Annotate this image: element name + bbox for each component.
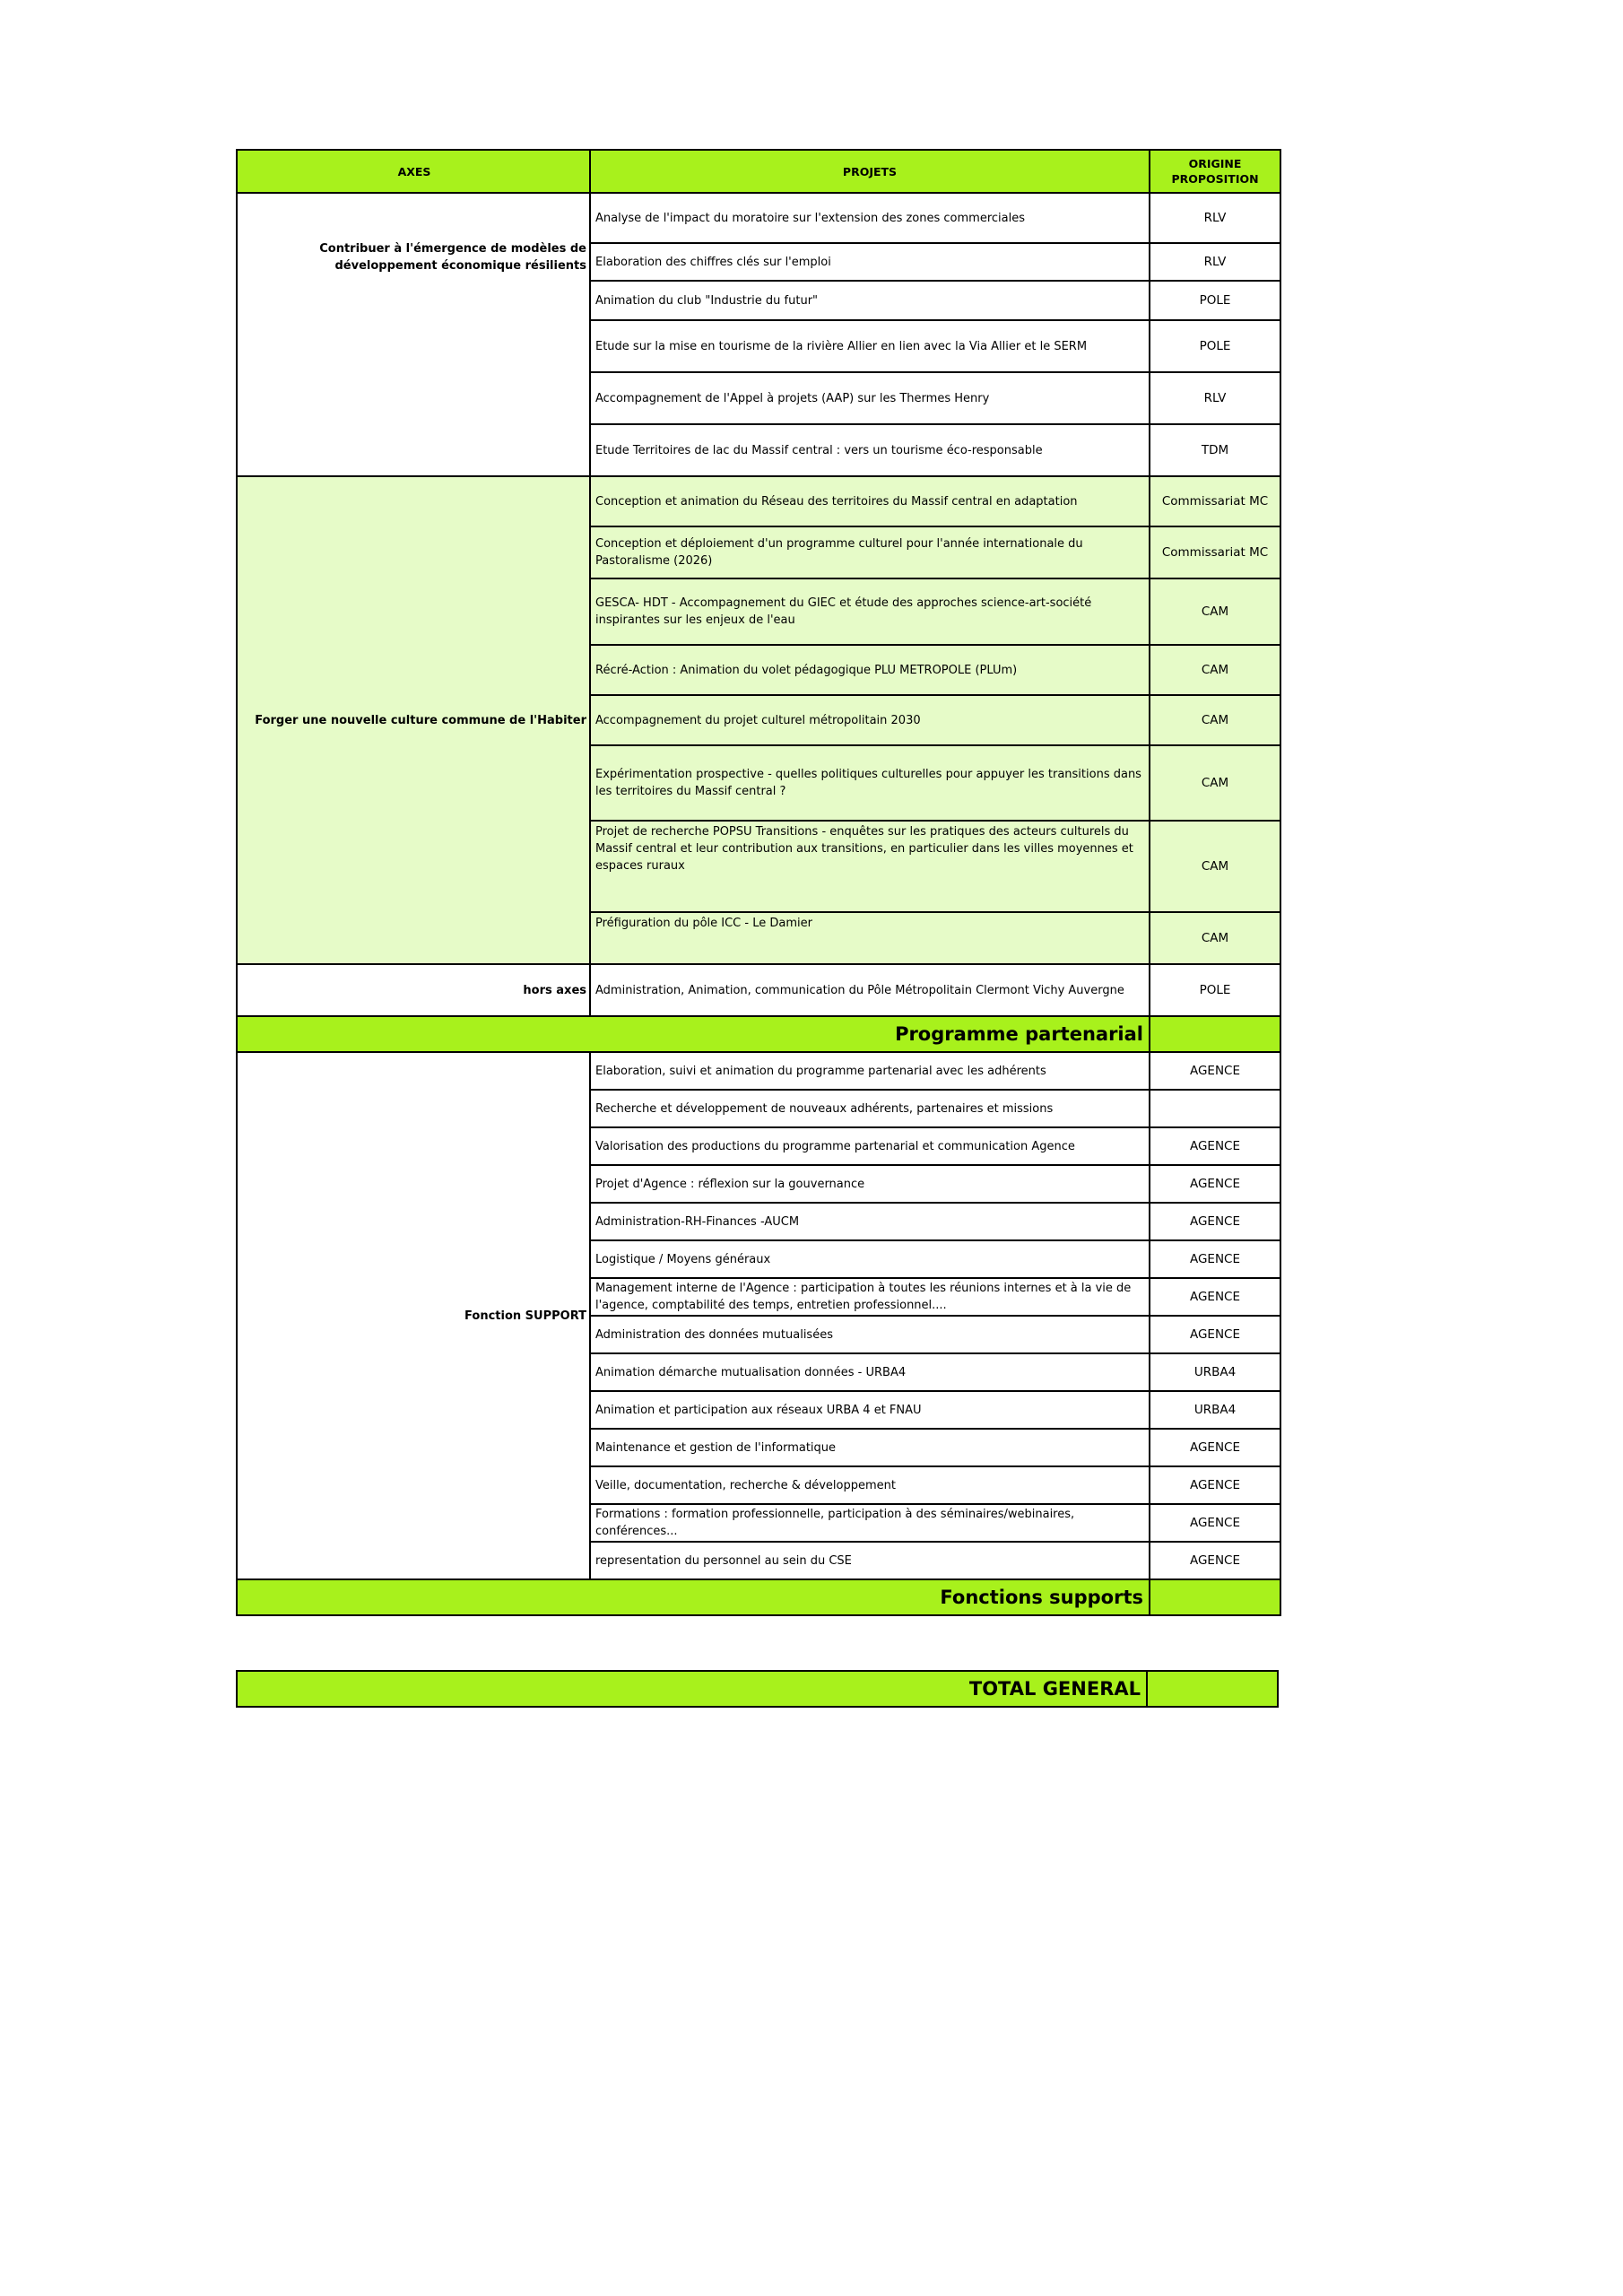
origine-cell: Commissariat MC: [1150, 476, 1280, 526]
fonctions-supports-row: [237, 1579, 1280, 1615]
origine-cell: AGENCE: [1150, 1127, 1280, 1165]
projet-cell: Elaboration des chiffres clés sur l'emploi: [590, 243, 1150, 281]
projet-cell: Animation démarche mutualisation données - URBA4: [590, 1353, 1150, 1391]
axe-label-habiter: Forger une nouvelle culture commune de l'Habiter: [237, 476, 590, 964]
origine-cell: CAM: [1150, 695, 1280, 745]
origine-cell: AGENCE: [1150, 1052, 1280, 1090]
projet-cell: GESCA- HDT - Accompagnement du GIEC et étude des approches science-art-société inspirantes sur les enjeux de l'eau: [590, 578, 1150, 645]
origine-cell: AGENCE: [1150, 1240, 1280, 1278]
fonctions-supports-row-value: [1150, 1579, 1280, 1615]
origine-cell: CAM: [1150, 745, 1280, 821]
projet-cell: Etude Territoires de lac du Massif central : vers un tourisme éco-responsable: [590, 424, 1150, 476]
origine-cell: CAM: [1150, 821, 1280, 912]
programme-partenarial-row-label: Programme partenarial: [237, 1016, 1150, 1052]
projet-cell: Formations : formation professionnelle, participation à des séminaires/webinaires, conférences...: [590, 1504, 1150, 1542]
header-axes: AXES: [237, 150, 590, 193]
header-projets: PROJETS: [590, 150, 1150, 193]
axe-label-hors-axes: hors axes: [237, 964, 590, 1016]
origine-cell: Commissariat MC: [1150, 526, 1280, 578]
header-origine: ORIGINE PROPOSITION: [1150, 150, 1280, 193]
origine-cell: AGENCE: [1150, 1316, 1280, 1353]
origine-cell: CAM: [1150, 912, 1280, 964]
origine-cell: RLV: [1150, 372, 1280, 424]
total-general-label: TOTAL GENERAL: [237, 1671, 1147, 1707]
origine-cell: [1150, 1090, 1280, 1127]
origine-cell: URBA4: [1150, 1391, 1280, 1429]
projet-cell: Veille, documentation, recherche & développement: [590, 1466, 1150, 1504]
total-general-value: [1147, 1671, 1278, 1707]
projet-cell: Accompagnement de l'Appel à projets (AAP) sur les Thermes Henry: [590, 372, 1150, 424]
projet-cell: Analyse de l'impact du moratoire sur l'extension des zones commerciales: [590, 193, 1150, 243]
origine-cell: CAM: [1150, 645, 1280, 695]
table-row: [237, 964, 1280, 1016]
origine-cell: AGENCE: [1150, 1203, 1280, 1240]
origine-cell: AGENCE: [1150, 1165, 1280, 1203]
projet-cell: Management interne de l'Agence : participation à toutes les réunions internes et à la vie de l'agence, comptabilité des temps, entretien professionnel....: [590, 1278, 1150, 1316]
origine-cell: POLE: [1150, 281, 1280, 320]
table-row: [237, 1052, 1280, 1090]
projet-cell: representation du personnel au sein du CSE: [590, 1542, 1150, 1579]
projet-cell: Maintenance et gestion de l'informatique: [590, 1429, 1150, 1466]
table-row: [237, 193, 1280, 243]
origine-cell: AGENCE: [1150, 1504, 1280, 1542]
origine-cell: URBA4: [1150, 1353, 1280, 1391]
projet-cell: Projet de recherche POPSU Transitions - enquêtes sur les pratiques des acteurs culturels du Massif central et leur contribution aux transitions, en particulier dans les villes moyennes et espaces ruraux: [590, 821, 1150, 912]
projet-cell: Animation du club "Industrie du futur": [590, 281, 1150, 320]
projet-cell: Administration-RH-Finances -AUCM: [590, 1203, 1150, 1240]
axe-label-support: Fonction SUPPORT: [237, 1052, 590, 1579]
projet-cell: Animation et participation aux réseaux URBA 4 et FNAU: [590, 1391, 1150, 1429]
origine-cell: AGENCE: [1150, 1466, 1280, 1504]
projet-cell: Expérimentation prospective - quelles politiques culturelles pour appuyer les transitions dans les territoires du Massif central ?: [590, 745, 1150, 821]
origine-cell: POLE: [1150, 320, 1280, 372]
programme-partenarial-row-value: [1150, 1016, 1280, 1052]
projet-cell: Administration, Animation, communication du Pôle Métropolitain Clermont Vichy Auvergne: [590, 964, 1150, 1016]
projet-cell: Récré-Action : Animation du volet pédagogique PLU METROPOLE (PLUm): [590, 645, 1150, 695]
origine-cell: POLE: [1150, 964, 1280, 1016]
origine-cell: AGENCE: [1150, 1542, 1280, 1579]
origine-cell: AGENCE: [1150, 1278, 1280, 1316]
fonctions-supports-row-label: Fonctions supports: [237, 1579, 1150, 1615]
table-row: [237, 476, 1280, 526]
projet-cell: Valorisation des productions du programme partenarial et communication Agence: [590, 1127, 1150, 1165]
projet-cell: Accompagnement du projet culturel métropolitain 2030: [590, 695, 1150, 745]
total-table: [236, 1670, 1279, 1708]
axe-label-economie: Contribuer à l'émergence de modèles de développement économique résilients: [237, 193, 590, 476]
projet-cell: Recherche et développement de nouveaux adhérents, partenaires et missions: [590, 1090, 1150, 1127]
projet-cell: Projet d'Agence : réflexion sur la gouvernance: [590, 1165, 1150, 1203]
origine-cell: RLV: [1150, 193, 1280, 243]
origine-cell: RLV: [1150, 243, 1280, 281]
origine-cell: AGENCE: [1150, 1429, 1280, 1466]
origine-cell: CAM: [1150, 578, 1280, 645]
projet-cell: Conception et déploiement d'un programme culturel pour l'année internationale du Pastoralisme (2026): [590, 526, 1150, 578]
projet-cell: Etude sur la mise en tourisme de la rivière Allier en lien avec la Via Allier et le SERM: [590, 320, 1150, 372]
projet-cell: Administration des données mutualisées: [590, 1316, 1150, 1353]
origine-cell: TDM: [1150, 424, 1280, 476]
projet-cell: Logistique / Moyens généraux: [590, 1240, 1150, 1278]
projet-cell: Préfiguration du pôle ICC - Le Damier: [590, 912, 1150, 964]
table-header: [237, 150, 1280, 193]
projet-cell: Conception et animation du Réseau des territoires du Massif central en adaptation: [590, 476, 1150, 526]
total-row: [237, 1671, 1278, 1707]
program-table: [236, 149, 1281, 1616]
projet-cell: Elaboration, suivi et animation du programme partenarial avec les adhérents: [590, 1052, 1150, 1090]
programme-partenarial-row: [237, 1016, 1280, 1052]
